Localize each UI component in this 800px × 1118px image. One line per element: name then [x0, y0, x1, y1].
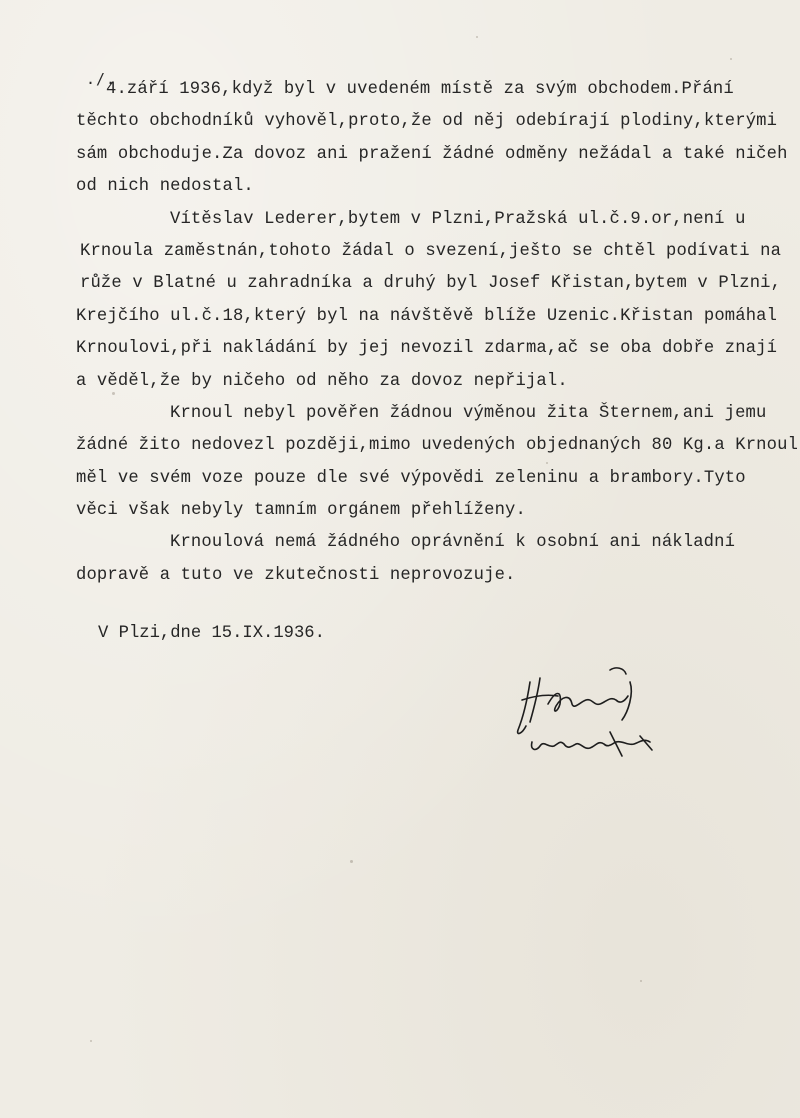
- text-line: žádné žito nedovezl později,mimo uvedených objednaných 80 Kg.a Krnoul: [76, 436, 799, 456]
- text-line: měl ve svém voze pouze dle své výpovědi zeleninu a brambory.Tyto: [76, 468, 746, 488]
- text-line: dopravě a tuto ve zkutečnosti neprovozuje.: [76, 565, 516, 585]
- date-line: V Plzi,dne 15.IX.1936.: [98, 624, 325, 643]
- text-line: Krnoulová nemá žádného oprávnění k osobní ani nákladní: [170, 533, 736, 553]
- page-continuation-marker: ./.: [86, 70, 117, 88]
- text-line: věci však nebyly tamním orgánem přehlíženy.: [76, 501, 526, 521]
- document-body: [74, 74, 799, 592]
- handwritten-signature: [500, 660, 670, 780]
- text-line: od nich nedostal.: [76, 177, 254, 197]
- text-line: Krnoula zaměstnán,tohoto žádal o svezení,ješto se chtěl podívati na: [80, 241, 782, 261]
- text-line: sám obchoduje.Za dovoz ani pražení žádné odměny nežádal a také ničeh: [76, 144, 788, 164]
- text-line: Krnoul nebyl pověřen žádnou výměnou žita Šternem,ani jemu: [170, 403, 767, 423]
- text-line: růže v Blatné u zahradníka a druhý byl Josef Křistan,bytem v Plzni,: [80, 274, 782, 294]
- text-line: těchto obchodníků vyhověl,proto,že od něj odebírají plodiny,kterými: [76, 112, 778, 132]
- text-line: Krejčího ul.č.18,který byl na návštěvě blíže Uzenic.Křistan pomáhal: [76, 306, 778, 326]
- text-line: Krnoulovi,při nakládání by jej nevozil zdarma,ač se oba dobře znají: [76, 339, 778, 359]
- text-line: Vítěslav Lederer,bytem v Plzni,Pražská ul.č.9.or,není u: [170, 209, 746, 229]
- text-line: 4.září 1936,když byl v uvedeném místě za svým obchodem.Přání: [106, 80, 734, 99]
- text-line: a věděl,že by ničeho od něho za dovoz nepřijal.: [76, 371, 568, 391]
